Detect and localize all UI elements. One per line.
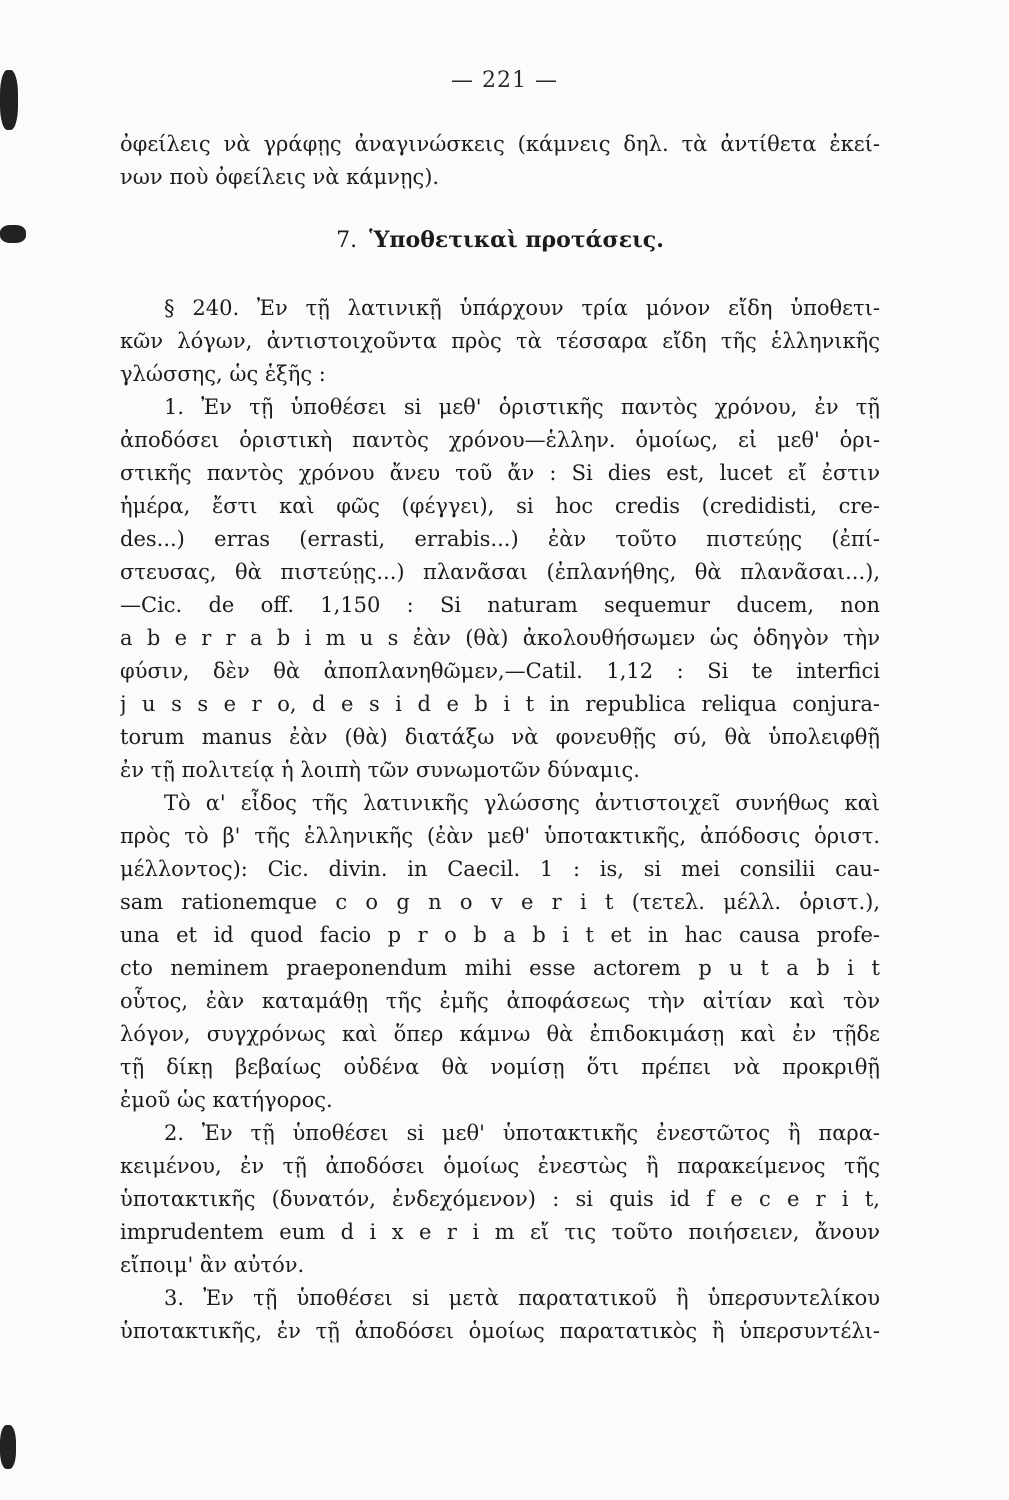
section-title: Ὑποθετικαὶ προτάσεις. [369, 227, 664, 253]
text-line: imprudentem eum d i x e r i m εἴ τις τοῦτο ποιήσειεν, ἄνουν [120, 1220, 880, 1244]
text-line: ἡμέρα, ἔστι καὶ φῶς (φέγγει), si hoc credis (credidisti, cre- [120, 494, 880, 518]
text-line: ἐμοῦ ὡς κατήγορος. [120, 1088, 333, 1112]
text-line: οὗτος, ἐὰν καταμάθῃ τῆς ἐμῆς ἀποφάσεως τὴν αἰτίαν καὶ τὸν [120, 989, 880, 1013]
text-line: ἐν τῇ πολιτείᾳ ἡ λοιπὴ τῶν συνωμοτῶν δύναμις. [120, 758, 640, 782]
text-line: ὑποτακτικῆς, ἐν τῇ ἀποδόσει ὁμοίως παρατατικὸς ἢ ὑπερσυντέλι- [120, 1319, 880, 1343]
text-line: 1. Ἐν τῇ ὑποθέσει si μεθ' ὁριστικῆς παντὸς χρόνου, ἐν τῇ [164, 395, 880, 419]
text-line: νων ποὺ ὀφείλεις νὰ κάμνῃς). [120, 165, 440, 189]
section-heading [120, 218, 880, 262]
text-line: κειμένου, ἐν τῇ ἀποδόσει ὁμοίως ἐνεστὼς ἢ παρακείμενος τῆς [120, 1154, 880, 1178]
text-line: στικῆς παντὸς χρόνου ἄνευ τοῦ ἄν : Si dies est, lucet εἴ ἐστιν [120, 461, 880, 485]
text-line: εἴποιμ' ἂν αὐτόν. [120, 1253, 305, 1277]
text-line: ὀφείλεις νὰ γράφῃς ἀναγινώσκεις (κάμνεις δηλ. τὰ ἀντίθετα ἐκεί- [120, 132, 880, 156]
text-line: j u s s e r o, d e s i d e b i t in republica reliqua conjura- [120, 692, 880, 716]
text-line: ἀποδόσει ὁριστικὴ παντὸς χρόνου—ἑλλην. ὁμοίως, εἰ μεθ' ὁρι- [120, 428, 880, 452]
text-line: § 240. Ἐν τῇ λατινικῇ ὑπάρχουν τρία μόνον εἴδη ὑποθετι- [164, 296, 880, 320]
text-line: —Cic. de off. 1,150 : Si naturam sequemur ducem, non [120, 593, 880, 617]
page-number: — 221 — [451, 68, 558, 93]
text-line: γλώσσης, ὡς ἑξῆς : [120, 362, 326, 386]
text-line: πρὸς τὸ β' τῆς ἑλληνικῆς (ἐὰν μεθ' ὑποτακτικῆς, ἀπόδοσις ὁριστ. [120, 824, 880, 848]
text-line: sam rationemque c o g n o v e r i t (τετελ. μέλλ. ὁριστ.), [120, 890, 880, 914]
text-line: φύσιν, δὲν θὰ ἀποπλανηθῶμεν,—Catil. 1,12 : Si te interfici [120, 659, 880, 683]
text-line: μέλλοντος): Cic. divin. in Caecil. 1 : is, si mei consilii cau- [120, 857, 880, 881]
text-line: des...) erras (errasti, errabis...) ἐὰν τοῦτο πιστεύῃς (ἐπί- [120, 527, 880, 551]
text-line: τῇ δίκῃ βεβαίως οὐδένα θὰ νομίσῃ ὅτι πρέπει νὰ προκριθῇ [120, 1055, 880, 1079]
edge-mark [0, 1425, 16, 1469]
text-body [120, 128, 880, 1348]
text-line: una et id quod facio p r o b a b i t et in hac causa profe- [120, 923, 880, 947]
edge-mark [0, 225, 26, 243]
text-line: cto neminem praeponendum mihi esse actorem p u t a b i t [120, 956, 880, 980]
text-line: Τὸ α' εἶδος τῆς λατινικῆς γλώσσης ἀντιστοιχεῖ συνήθως καὶ [164, 791, 880, 815]
section-number: 7. [336, 228, 358, 253]
text-line: a b e r r a b i m u s ἐὰν (θὰ) ἀκολουθήσωμεν ὡς ὁδηγὸν τὴν [120, 626, 880, 650]
text-line: torum manus ἐὰν (θὰ) διατάξω νὰ φονευθῇς σύ, θὰ ὑπολειφθῇ [120, 725, 880, 749]
text-line: κῶν λόγων, ἀντιστοιχοῦντα πρὸς τὰ τέσσαρα εἴδη τῆς ἑλληνικῆς [120, 329, 880, 353]
text-line: 3. Ἐν τῇ ὑποθέσει si μετὰ παρατατικοῦ ἢ ὑπερσυντελίκου [164, 1286, 880, 1310]
text-line: ὑποτακτικῆς (δυνατόν, ἐνδεχόμενον) : si quis id f e c e r i t, [120, 1187, 880, 1211]
text-line: στευσας, θὰ πιστεύῃς...) πλανᾶσαι (ἐπλανήθης, θὰ πλανᾶσαι...), [120, 560, 880, 584]
text-line: 2. Ἐν τῇ ὑποθέσει si μεθ' ὑποτακτικῆς ἐνεστῶτος ἢ παρα- [164, 1121, 880, 1145]
text-line: λόγον, συγχρόνως καὶ ὅπερ κάμνω θὰ ἐπιδοκιμάσῃ καὶ ἐν τῇδε [120, 1022, 880, 1046]
